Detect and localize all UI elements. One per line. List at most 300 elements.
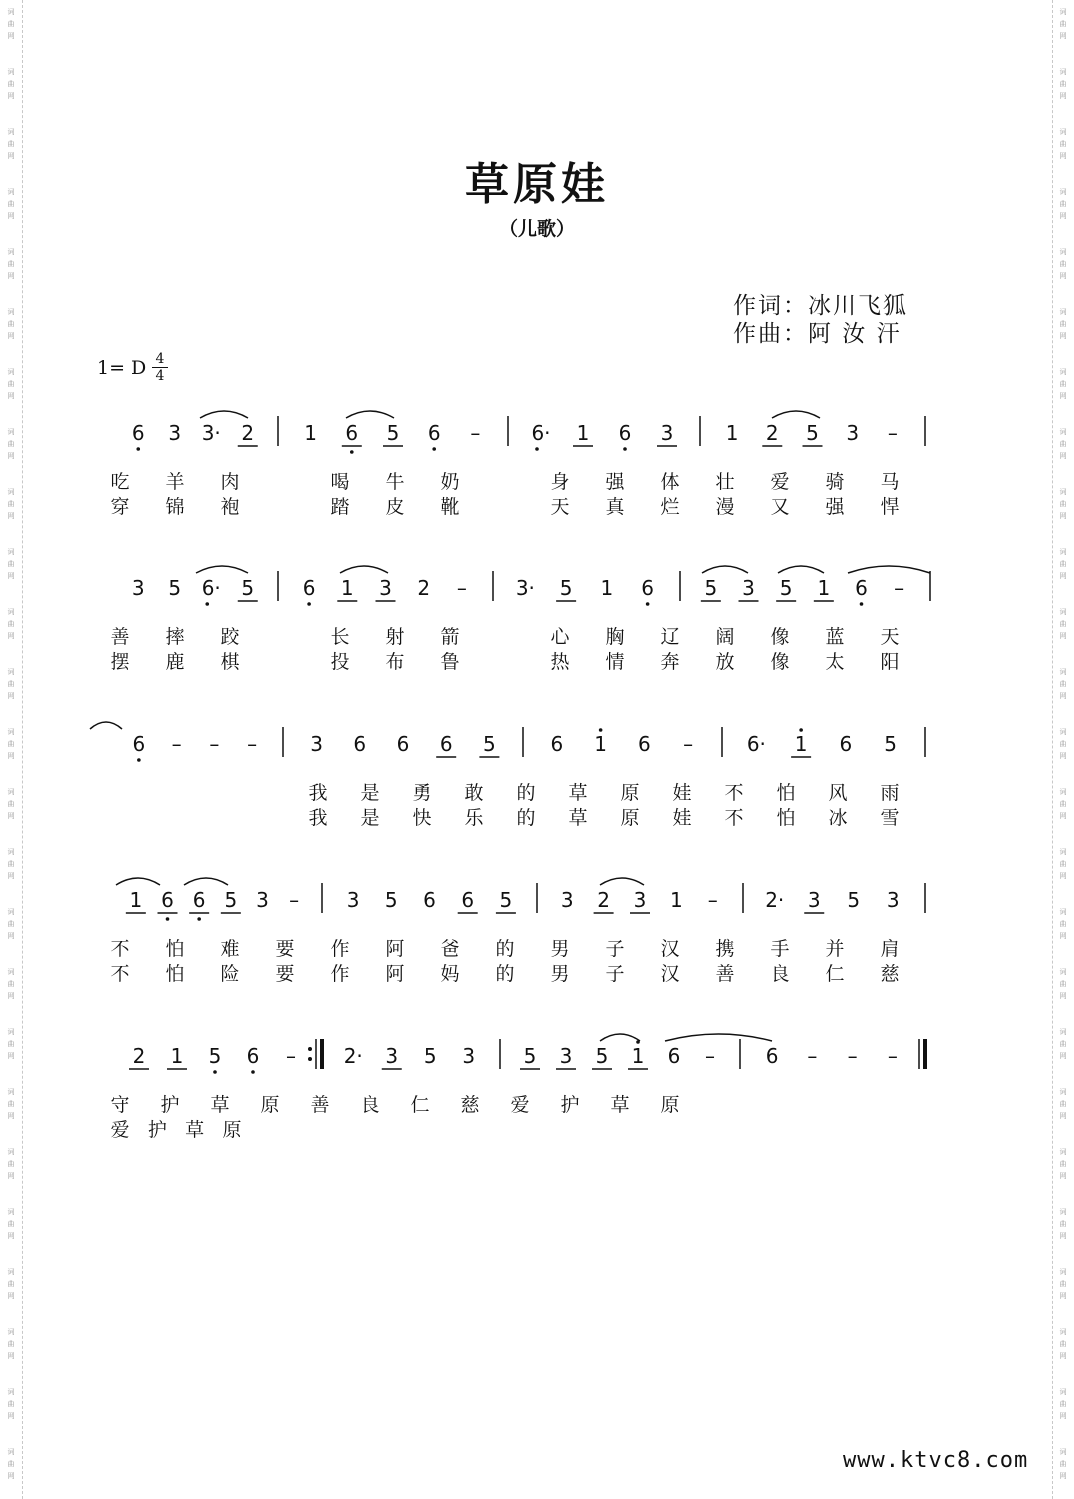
slur	[600, 1034, 640, 1041]
watermark-glyph: 词	[7, 188, 15, 196]
watermark-glyph: 网	[7, 392, 15, 400]
watermark-glyph: 词	[7, 728, 15, 736]
watermark-glyph: 曲	[7, 560, 15, 568]
watermark-glyph: 网	[1059, 92, 1067, 100]
lyric-char: 阿	[385, 938, 405, 960]
lyric-char: 喝	[330, 471, 350, 493]
watermark-glyph: 曲	[1059, 860, 1067, 868]
watermark-glyph: 曲	[7, 320, 15, 328]
watermark-glyph: 曲	[7, 980, 15, 988]
watermark-glyph: 网	[1059, 752, 1067, 760]
watermark-glyph: 词	[1059, 1388, 1067, 1396]
watermark-glyph: 曲	[7, 80, 15, 88]
watermark-glyph: 曲	[1059, 80, 1067, 88]
note: –	[289, 888, 300, 912]
note: 1	[631, 1044, 645, 1068]
lyric-char: 怕	[776, 782, 796, 804]
lyric-char: 汉	[660, 938, 680, 960]
lyric-char: 不	[110, 963, 130, 985]
note: 6	[855, 576, 868, 600]
lyric-char: 我	[308, 807, 328, 829]
lyric-char: 要	[275, 963, 295, 985]
lyric-char: 爸	[440, 938, 460, 960]
watermark-glyph: 网	[7, 1232, 15, 1240]
lyric-char: 护	[560, 1094, 580, 1116]
lyric-char: 手	[770, 938, 790, 960]
watermark-glyph: 词	[7, 1208, 15, 1216]
lyric-char: 原	[620, 782, 640, 804]
watermark-glyph: 网	[7, 812, 15, 820]
lyric-char: 冰	[828, 807, 848, 829]
note: 2·	[765, 888, 785, 912]
lyric-char: 乐	[464, 807, 484, 829]
note: 1	[670, 888, 683, 912]
lyricist-credit: 作词：冰川飞狐	[733, 293, 908, 319]
note: 1	[594, 732, 607, 756]
note: 6	[641, 576, 654, 600]
watermark-glyph: 词	[7, 908, 15, 916]
watermark-glyph: 曲	[1059, 560, 1067, 568]
lyric-char: 护	[147, 1119, 167, 1141]
watermark-glyph: 网	[1059, 1052, 1067, 1060]
note: 3	[256, 888, 269, 912]
watermark-glyph: 网	[7, 1292, 15, 1300]
note: 3	[559, 1044, 573, 1068]
note: 6	[618, 421, 632, 445]
note: 6	[353, 732, 367, 756]
watermark-glyph: 词	[1059, 8, 1067, 16]
watermark-glyph: 词	[1059, 788, 1067, 796]
watermark-glyph: 曲	[1059, 1160, 1067, 1168]
watermark-glyph: 曲	[1059, 800, 1067, 808]
watermark-glyph: 词	[7, 248, 15, 256]
lyric-char: 马	[880, 471, 900, 493]
watermark-glyph: 曲	[1059, 980, 1067, 988]
note: –	[456, 576, 467, 600]
watermark-glyph: 词	[1059, 488, 1067, 496]
lyric-char: 仁	[825, 963, 845, 985]
watermark-glyph: 词	[1059, 1448, 1067, 1456]
note: 5	[224, 888, 238, 912]
note: 3	[807, 888, 821, 912]
note: –	[247, 732, 258, 756]
lyric-char: 鲁	[440, 651, 460, 673]
lyric-char: 并	[825, 938, 845, 960]
watermark-glyph: 词	[7, 1388, 15, 1396]
watermark-glyph: 词	[7, 1148, 15, 1156]
lyric-char: 天	[550, 496, 570, 518]
watermark-glyph: 词	[7, 488, 15, 496]
lyric-char: 放	[715, 651, 735, 673]
watermark-glyph: 曲	[7, 140, 15, 148]
watermark-glyph: 曲	[1059, 1460, 1067, 1468]
note: –	[209, 732, 220, 756]
lyric-char: 吃	[110, 471, 130, 493]
watermark-glyph: 曲	[7, 1100, 15, 1108]
lyric-char: 作	[330, 963, 350, 985]
lyric-char: 娃	[672, 807, 692, 829]
watermark-glyph: 词	[1059, 1088, 1067, 1096]
lyric-char: 强	[605, 471, 625, 493]
lyric-char: 肩	[880, 938, 900, 960]
watermark-glyph: 网	[1059, 152, 1067, 160]
note: 3	[886, 888, 900, 912]
note: 1	[129, 888, 143, 912]
lyric-char: 娃	[672, 782, 692, 804]
note: 2	[132, 1044, 146, 1068]
note: 3	[310, 732, 323, 756]
note: 1	[817, 576, 831, 600]
site-watermark: www.ktvc8.com	[843, 1448, 1029, 1473]
slur	[184, 878, 228, 885]
note: 1	[170, 1044, 184, 1068]
lyric-char: 是	[360, 807, 380, 829]
watermark-glyph: 曲	[7, 1340, 15, 1348]
note: 5	[884, 732, 897, 756]
watermark-glyph: 词	[1059, 668, 1067, 676]
watermark-glyph: 网	[1059, 812, 1067, 820]
octave-dot-below	[535, 447, 539, 451]
watermark-glyph: 网	[7, 632, 15, 640]
watermark-glyph: 词	[1059, 848, 1067, 856]
lyric-char: 不	[110, 938, 130, 960]
watermark-glyph: 网	[7, 752, 15, 760]
note: –	[807, 1044, 818, 1068]
watermark-glyph: 词	[1059, 1028, 1067, 1036]
lyric-char: 怕	[165, 963, 185, 985]
watermark-glyph: 词	[1059, 248, 1067, 256]
note: 2	[765, 421, 779, 445]
lyric-char: 敢	[464, 782, 484, 804]
octave-dot-below	[646, 602, 650, 606]
lyric-char: 情	[605, 651, 625, 673]
lyric-char: 牛	[385, 471, 405, 493]
watermark-glyph: 曲	[1059, 620, 1067, 628]
watermark-glyph: 曲	[7, 620, 15, 628]
watermark-glyph: 词	[1059, 1328, 1067, 1336]
watermark-glyph: 网	[7, 992, 15, 1000]
octave-dot-below	[350, 450, 354, 454]
watermark-glyph: 网	[1059, 1352, 1067, 1360]
note: 6·	[746, 732, 766, 756]
slur	[200, 411, 248, 418]
lyric-char: 不	[724, 807, 744, 829]
lyric-char: 妈	[440, 963, 460, 985]
slur	[702, 566, 748, 573]
watermark-glyph: 曲	[1059, 380, 1067, 388]
lyric-char: 蓝	[825, 626, 845, 648]
slur	[848, 566, 930, 573]
watermark-glyph: 网	[1059, 1292, 1067, 1300]
watermark-glyph: 网	[7, 332, 15, 340]
lyric-char: 鹿	[165, 651, 185, 673]
lyric-char: 的	[495, 963, 515, 985]
watermark-glyph: 曲	[1059, 1040, 1067, 1048]
note: 2	[597, 888, 610, 912]
note: –	[847, 1044, 858, 1068]
lyric-char: 作	[330, 938, 350, 960]
lyric-char: 摔	[165, 626, 185, 648]
watermark-glyph: 网	[7, 872, 15, 880]
lyric-char: 天	[880, 626, 900, 648]
repeat-dot	[308, 1047, 312, 1051]
time-signature-top: 4	[155, 351, 165, 367]
lyric-char: 慈	[460, 1094, 480, 1116]
lyric-char: 踏	[330, 496, 350, 518]
watermark-glyph: 词	[7, 428, 15, 436]
watermark-glyph: 网	[7, 92, 15, 100]
lyric-char: 跤	[220, 626, 240, 648]
watermark-glyph: 曲	[7, 800, 15, 808]
note: 5	[559, 576, 573, 600]
note: 6	[667, 1044, 681, 1068]
lyric-char: 善	[715, 963, 735, 985]
watermark-glyph: 词	[7, 668, 15, 676]
watermark-glyph: 曲	[7, 920, 15, 928]
lyric-char: 烂	[660, 496, 680, 518]
watermark-glyph: 曲	[7, 500, 15, 508]
lyric-char: 辽	[660, 626, 680, 648]
slur	[346, 411, 394, 418]
lyric-char: 守	[110, 1094, 130, 1116]
key-signature: 1= D	[97, 357, 147, 379]
lyric-char: 原	[222, 1119, 242, 1141]
lyric-char: 的	[516, 807, 536, 829]
note: 5	[806, 421, 819, 445]
watermark-glyph: 曲	[7, 860, 15, 868]
watermark-glyph: 词	[1059, 1268, 1067, 1276]
watermark-glyph: 网	[7, 152, 15, 160]
lyric-char: 太	[825, 651, 845, 673]
note: –	[470, 421, 481, 445]
note: 3	[379, 576, 392, 600]
lyric-char: 原	[660, 1094, 680, 1116]
note: 5	[423, 1044, 437, 1068]
watermark-glyph: 网	[1059, 1172, 1067, 1180]
watermark-glyph: 曲	[1059, 740, 1067, 748]
lyric-char: 摆	[110, 651, 130, 673]
watermark-glyph: 词	[7, 1328, 15, 1336]
watermark-glyph: 词	[7, 1028, 15, 1036]
lyric-char: 慈	[880, 963, 900, 985]
note: 6	[765, 1044, 779, 1068]
lyric-char: 奔	[660, 651, 680, 673]
slur	[196, 566, 248, 573]
lyric-char: 阳	[880, 651, 900, 673]
slur	[340, 566, 388, 573]
watermark-glyph: 曲	[1059, 1100, 1067, 1108]
note: 3	[742, 576, 755, 600]
watermark-glyph: 词	[1059, 908, 1067, 916]
note: 5	[241, 576, 255, 600]
watermark-glyph: 词	[7, 1448, 15, 1456]
note: 1	[725, 421, 739, 445]
watermark-glyph: 词	[1059, 968, 1067, 976]
lyric-char: 靴	[440, 496, 460, 518]
note: 2·	[343, 1044, 363, 1068]
note: 5	[208, 1044, 222, 1068]
note: 6	[427, 421, 441, 445]
lyric-char: 像	[770, 626, 790, 648]
lyric-char: 男	[550, 938, 570, 960]
lyric-char: 羊	[165, 471, 185, 493]
watermark-glyph: 词	[1059, 1148, 1067, 1156]
note: 5	[704, 576, 718, 600]
note: 5	[595, 1044, 609, 1068]
watermark-glyph: 网	[1059, 572, 1067, 580]
note: 1	[576, 421, 590, 445]
watermark-glyph: 词	[7, 788, 15, 796]
watermark-glyph: 词	[7, 1088, 15, 1096]
watermark-glyph: 词	[1059, 548, 1067, 556]
lyric-char: 风	[828, 782, 848, 804]
lyric-char: 射	[385, 626, 405, 648]
watermark-glyph: 曲	[1059, 140, 1067, 148]
watermark-glyph: 网	[7, 512, 15, 520]
watermark-glyph: 曲	[1059, 500, 1067, 508]
watermark-glyph: 词	[1059, 188, 1067, 196]
lyric-char: 胸	[605, 626, 625, 648]
watermark-glyph: 曲	[1059, 440, 1067, 448]
lyric-char: 箭	[440, 626, 460, 648]
lyric-char: 投	[330, 651, 350, 673]
watermark-glyph: 词	[7, 128, 15, 136]
lyric-char: 布	[385, 651, 405, 673]
note: 5	[499, 888, 513, 912]
note: 3	[346, 888, 360, 912]
watermark-glyph: 网	[1059, 512, 1067, 520]
lyric-char: 强	[825, 496, 845, 518]
note: 5	[386, 421, 400, 445]
note: 5	[523, 1044, 537, 1068]
lyric-char: 我	[308, 782, 328, 804]
watermark-glyph: 曲	[7, 20, 15, 28]
lyric-char: 阿	[385, 963, 405, 985]
watermark-glyph: 曲	[7, 680, 15, 688]
note: 1	[340, 576, 354, 600]
watermark-glyph: 曲	[1059, 320, 1067, 328]
lyric-char: 草	[210, 1094, 230, 1116]
watermark-glyph: 曲	[1059, 1400, 1067, 1408]
note: 5	[847, 888, 861, 912]
lyric-char: 不	[724, 782, 744, 804]
slur	[778, 566, 824, 573]
watermark-glyph: 词	[7, 368, 15, 376]
note: 3	[846, 421, 860, 445]
watermark-glyph: 曲	[7, 1280, 15, 1288]
watermark-glyph: 曲	[1059, 20, 1067, 28]
note: 3	[462, 1044, 476, 1068]
lyric-char: 草	[568, 807, 588, 829]
note: 3	[385, 1044, 399, 1068]
watermark-glyph: 词	[7, 848, 15, 856]
watermark-glyph: 曲	[1059, 1220, 1067, 1228]
lyric-char: 难	[220, 938, 240, 960]
note: 3	[168, 421, 182, 445]
note: –	[705, 1044, 715, 1068]
watermark-glyph: 网	[1059, 1112, 1067, 1120]
watermark-glyph: 网	[7, 1052, 15, 1060]
watermark-glyph: 曲	[7, 1220, 15, 1228]
lyric-char: 的	[516, 782, 536, 804]
note: 3	[131, 576, 145, 600]
lyric-char: 汉	[660, 963, 680, 985]
octave-dot-below	[307, 602, 311, 606]
watermark-glyph: 网	[1059, 632, 1067, 640]
octave-dot-below	[860, 602, 864, 606]
octave-dot-below	[197, 917, 201, 921]
lyric-char: 是	[360, 782, 380, 804]
slur	[116, 878, 160, 885]
lyric-char: 护	[160, 1094, 180, 1116]
lyric-char: 长	[330, 626, 350, 648]
watermark-glyph: 词	[1059, 68, 1067, 76]
watermark-glyph: 网	[1059, 452, 1067, 460]
watermark-glyph: 词	[1059, 728, 1067, 736]
watermark-glyph: 曲	[1059, 1280, 1067, 1288]
lyric-char: 的	[495, 938, 515, 960]
watermark-glyph: 网	[1059, 212, 1067, 220]
slur	[90, 722, 122, 729]
watermark-glyph: 网	[1059, 272, 1067, 280]
watermark-glyph: 曲	[1059, 260, 1067, 268]
lyric-char: 身	[550, 471, 570, 493]
composer-credit: 作曲：阿 汝 汗	[733, 321, 902, 347]
note: 6	[439, 732, 453, 756]
watermark-glyph: 网	[1059, 1412, 1067, 1420]
watermark-glyph: 曲	[1059, 1340, 1067, 1348]
lyric-char: 草	[610, 1094, 630, 1116]
watermark-glyph: 曲	[7, 1460, 15, 1468]
lyric-char: 皮	[385, 496, 405, 518]
note: 6	[550, 732, 564, 756]
note: 5	[168, 576, 182, 600]
note: 6	[161, 888, 174, 912]
lyric-char: 壮	[715, 471, 735, 493]
lyric-char: 骑	[825, 471, 845, 493]
octave-dot-below	[623, 447, 627, 451]
octave-dot-below	[251, 1070, 255, 1074]
lyric-char: 善	[110, 626, 130, 648]
note: 3·	[515, 576, 535, 600]
note: 3·	[201, 421, 221, 445]
note: 6	[246, 1044, 260, 1068]
watermark-glyph: 网	[1059, 692, 1067, 700]
slur	[600, 878, 644, 885]
note: 1	[600, 576, 614, 600]
song-subtitle: （儿歌）	[498, 218, 575, 240]
slur	[665, 1034, 772, 1041]
lyric-char: 雪	[880, 807, 900, 829]
lyric-char: 良	[770, 963, 790, 985]
lyric-char: 锦	[165, 496, 185, 518]
time-signature-bottom: 4	[155, 368, 165, 384]
watermark-glyph: 曲	[1059, 200, 1067, 208]
octave-dot-below	[205, 602, 209, 606]
note: 6	[396, 732, 410, 756]
note: –	[707, 888, 718, 912]
lyric-char: 善	[310, 1094, 330, 1116]
lyric-char: 真	[605, 496, 625, 518]
watermark-glyph: 网	[1059, 332, 1067, 340]
note: 5	[384, 888, 398, 912]
note: –	[171, 732, 182, 756]
note: 3	[660, 421, 674, 445]
lyric-char: 怕	[776, 807, 796, 829]
watermark-glyph: 词	[1059, 308, 1067, 316]
watermark-glyph: 曲	[7, 200, 15, 208]
watermark-glyph: 网	[7, 1172, 15, 1180]
